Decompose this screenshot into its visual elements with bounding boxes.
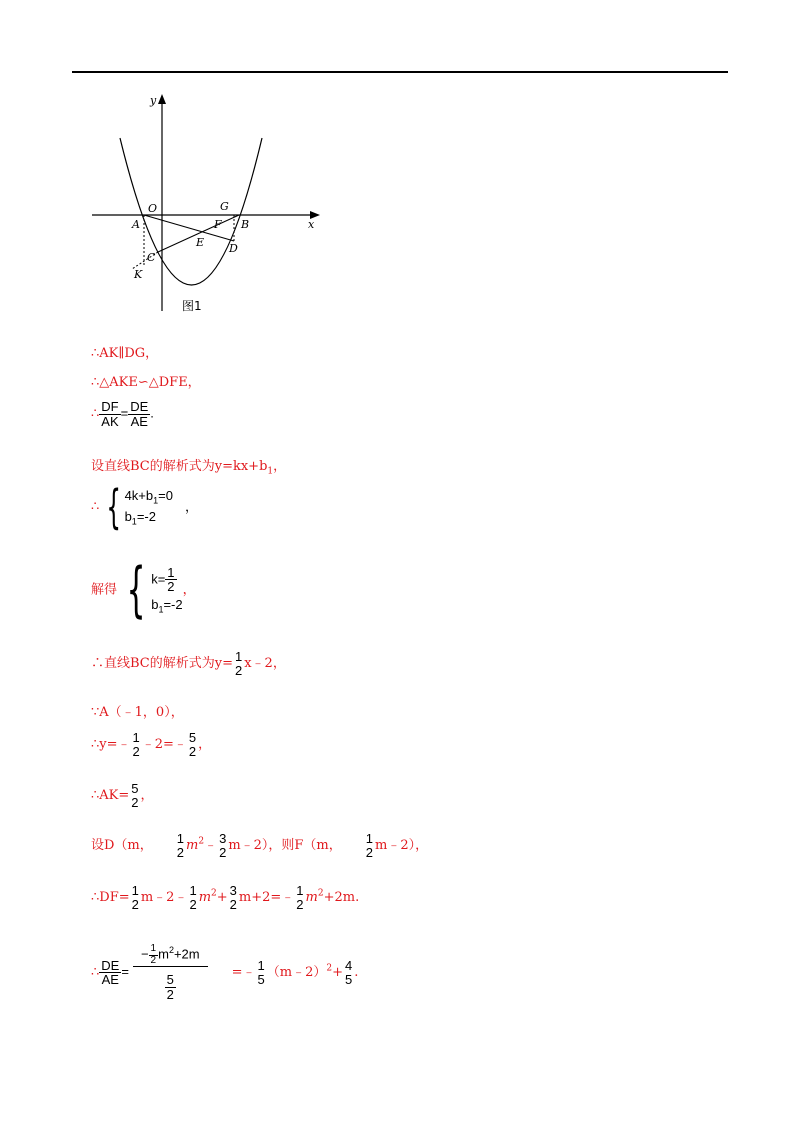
- frac-num: 1: [150, 943, 157, 954]
- equation-row: [125, 488, 173, 506]
- label-y: y: [150, 94, 157, 107]
- frac-num: 3: [229, 883, 237, 898]
- label-E: E: [196, 236, 205, 249]
- df-mid2: m+2=﹣: [238, 890, 295, 906]
- therefore-symbol: ∴: [91, 406, 100, 422]
- equals: =: [120, 405, 129, 421]
- big-fraction: [133, 944, 208, 1001]
- frac-num: 1: [167, 564, 175, 580]
- line-ak-length: [91, 782, 154, 809]
- y-axis-arrow: [158, 94, 166, 104]
- frac-den: 2: [234, 662, 243, 678]
- ratio-mid: =﹣: [231, 965, 256, 981]
- therefore-symbol: ∴: [91, 499, 100, 515]
- frac-den: 2: [176, 844, 184, 860]
- equals: =: [121, 964, 129, 980]
- ak-text: ∴AK=: [91, 788, 130, 804]
- frac-den: 5: [257, 971, 265, 987]
- y-value-mid: ﹣2=﹣: [141, 737, 187, 753]
- line-ratio: [91, 400, 154, 428]
- eq-text: =0: [158, 487, 173, 503]
- bc-result-tail: x﹣2，: [244, 656, 286, 672]
- figure-caption: 图1: [182, 299, 202, 313]
- frac-den: 2: [132, 743, 140, 759]
- equation-system: [151, 563, 182, 618]
- frac-den: 2: [365, 844, 373, 860]
- comma: ，: [182, 582, 196, 598]
- eq-text: k=: [151, 571, 166, 587]
- frac-den: 2: [131, 896, 139, 912]
- frac-den: 2: [166, 986, 174, 1002]
- label-D: D: [229, 242, 238, 255]
- brace-icon: {: [106, 480, 122, 534]
- frac-num: 1: [176, 831, 184, 846]
- superscript: 2: [168, 945, 174, 956]
- line-point-a: ∵A（﹣1，0），: [91, 705, 184, 720]
- label-K: K: [134, 268, 143, 281]
- minus: −: [140, 946, 149, 962]
- frac-num: 1: [234, 649, 243, 664]
- line-ak-parallel-dg: ∴AK∥DG，: [91, 346, 159, 361]
- frac-num: 3: [219, 831, 227, 846]
- frac-den: 2: [167, 579, 175, 595]
- equation-row: [151, 597, 182, 615]
- frac-num: 1: [131, 883, 139, 898]
- paren-expr: （m﹣2）: [266, 965, 327, 981]
- label-O: O: [148, 202, 158, 215]
- line-system-2: [91, 555, 196, 625]
- frac-num: 5: [188, 730, 197, 745]
- brace-icon: {: [126, 555, 146, 625]
- frac-den: 2: [131, 794, 139, 810]
- label-x: x: [308, 218, 315, 231]
- line-bc-def: [91, 455, 286, 477]
- comma: ，: [140, 788, 154, 804]
- var-m: m: [305, 890, 318, 906]
- subscript: 1: [153, 495, 159, 506]
- line-y-value: [91, 731, 211, 758]
- label-C: C: [147, 251, 156, 264]
- line-df-expression: [91, 884, 359, 911]
- eq-text: 4k+b: [124, 487, 154, 503]
- label-A: A: [132, 218, 140, 231]
- frac-den: 2: [189, 896, 197, 912]
- line-set-d-f: [91, 832, 428, 859]
- comma: ，: [273, 459, 287, 474]
- frac-den: 5: [345, 971, 353, 987]
- eq-text: b: [151, 596, 159, 612]
- big-frac-den: [133, 967, 208, 1001]
- set-f-tail: m﹣2），: [375, 838, 429, 854]
- set-d-text: 设D（m，: [91, 838, 153, 854]
- header-rule: [72, 71, 728, 73]
- frac-num: 5: [131, 781, 139, 796]
- frac-den: AE: [130, 413, 148, 429]
- plus: +: [216, 890, 228, 906]
- frac-den: 2: [150, 954, 157, 966]
- comma: ，: [198, 737, 212, 753]
- df-tail: +2m.: [323, 890, 360, 906]
- eq-text: =-2: [163, 596, 183, 612]
- line-bc-result: [91, 650, 286, 677]
- frac-num: 1: [296, 883, 304, 898]
- subscript: 1: [267, 466, 274, 477]
- comma: ，: [184, 498, 198, 514]
- superscript: 2: [326, 963, 333, 974]
- frac-num: 1: [365, 831, 373, 846]
- parabola-figure: [84, 86, 330, 318]
- equation-row: [151, 566, 182, 594]
- eq-text: =-2: [136, 508, 156, 524]
- therefore-symbol: ∴: [91, 965, 100, 981]
- frac-num: 5: [166, 972, 174, 987]
- frac-num: 4: [345, 958, 353, 973]
- superscript: 2: [211, 888, 217, 899]
- frac-num: 1: [132, 730, 140, 745]
- subscript: 1: [131, 516, 137, 527]
- minus: ﹣: [204, 838, 218, 854]
- period: .: [150, 405, 154, 421]
- var-m: m: [158, 946, 169, 962]
- plus: +: [332, 965, 343, 981]
- var-m: m: [186, 838, 199, 854]
- equation-system: [125, 485, 173, 529]
- frac-den: 2: [219, 844, 227, 860]
- frac-den: 2: [229, 896, 237, 912]
- frac-num: 1: [189, 883, 197, 898]
- y-value-text: ∴y=﹣: [91, 737, 131, 753]
- frac-num: DF: [101, 399, 119, 414]
- eq-text: +2m: [173, 946, 200, 962]
- df-mid: m﹣2﹣: [140, 890, 188, 906]
- period: .: [354, 965, 359, 981]
- solve-label: 解得: [91, 582, 118, 598]
- bc-def-text: 设直线BC的解析式为y=kx+b: [91, 459, 268, 474]
- equation-row: [125, 509, 173, 527]
- label-F: F: [214, 218, 222, 231]
- label-G: G: [220, 200, 229, 213]
- frac-den: AK: [101, 413, 119, 429]
- subscript: 1: [158, 604, 164, 615]
- label-B: B: [241, 218, 250, 231]
- frac-num: DE: [101, 957, 120, 973]
- frac-num: DE: [130, 399, 149, 414]
- set-f-text: m﹣2），则F（m，: [228, 838, 342, 854]
- df-text: ∴DF=: [91, 890, 130, 906]
- superscript: 2: [198, 836, 205, 847]
- line-similar-triangles: ∴△AKE∽△DFE，: [91, 375, 201, 390]
- big-frac-num: [133, 944, 208, 967]
- bc-result-text: ∴直线BC的解析式为y=: [91, 656, 233, 672]
- frac-num: 1: [257, 958, 265, 973]
- superscript: 2: [317, 888, 324, 899]
- eq-text: b: [124, 508, 132, 524]
- var-m: m: [198, 890, 212, 906]
- frac-den: AE: [101, 972, 119, 988]
- frac-den: 2: [296, 896, 304, 912]
- parabola-curve: [120, 138, 262, 285]
- line-de-ae-ratio: [91, 944, 358, 1001]
- line-system-1: [91, 480, 198, 534]
- frac-den: 2: [188, 743, 197, 759]
